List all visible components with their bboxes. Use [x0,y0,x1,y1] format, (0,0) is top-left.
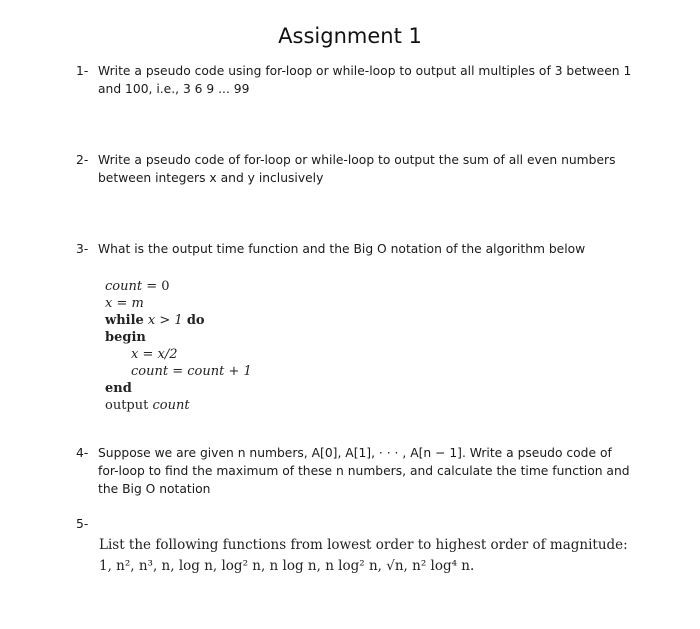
question-3 [76,240,636,258]
algo-var: count [105,279,143,294]
algo-expr: x = x/2 [131,347,178,362]
algo-expr: count = count + 1 [131,364,252,379]
question-5-content [99,535,628,577]
algo-keyword: while [105,313,144,328]
algo-keyword: do [186,313,205,328]
question-number: 2- [76,153,89,167]
question-number: 4- [76,446,89,460]
question-2 [76,151,636,187]
question-4 [76,444,636,498]
algo-line-1 [105,278,252,295]
algo-expr: = m [112,296,144,311]
algo-output-keyword: output [105,398,153,413]
question-1 [76,62,636,98]
algo-line-2 [105,295,252,312]
q5-functions: 1, n², n³, n, log n, log² n, n log n, n log² n, √n, n² log⁴ n. [99,558,475,574]
algo-begin-line [105,329,252,346]
algo-var: x [105,296,113,311]
question-number: 3- [76,242,89,256]
question-text: Suppose we are given n numbers, A[0], A[1], · · · , A[n − 1]. Write a pseudo code of for-loop to find the maximum of these n numbers, and calculate the time function and the Big O notation [98,446,630,496]
question-text: Write a pseudo code of for-loop or while-loop to output the sum of all even numbers between integers x and y inclusively [98,153,616,185]
algo-keyword: begin [105,330,146,345]
algo-var: count [152,398,190,413]
algo-body-line-1 [105,346,252,363]
algo-expr: x > 1 [143,313,187,328]
algo-keyword: end [105,381,132,396]
algo-expr: = 0 [142,279,170,294]
algorithm-block [105,278,252,414]
algo-body-line-2 [105,363,252,380]
question-text: Write a pseudo code using for-loop or while-loop to output all multiples of 3 between 1 and 100, i.e., 3 6 9 ... 99 [98,64,632,96]
algo-end-line [105,380,252,397]
algo-output-line [105,397,252,414]
algo-while-line [105,312,252,329]
q5-instruction: List the following functions from lowest order to highest order of magnitude: [99,537,628,553]
question-number: 5- [76,517,89,531]
question-number: 1- [76,64,89,78]
question-text: What is the output time function and the Big O notation of the algorithm below [98,242,586,256]
page-title: Assignment 1 [278,24,422,48]
